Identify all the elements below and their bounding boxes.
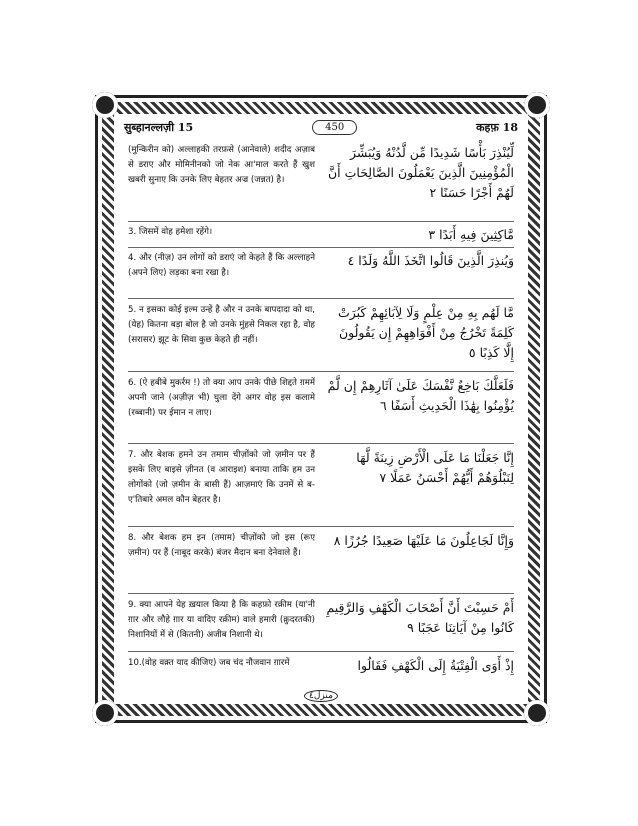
header-left: सुब्हानल्लज़ी 15	[124, 120, 194, 134]
verse-content	[128, 143, 514, 680]
verse-translation: 9. क्या आपने येह ख़याल किया है कि कहफ़ो रक़ीम (या'नी ग़ार और लौहे ग़ार या वादिए रक़ीम) वाले हमारी (क़ुदरतकी) निशानियों में से (कितनी) अजीब निशानी थे।	[128, 600, 315, 640]
divider	[128, 593, 514, 594]
verse-row	[128, 656, 514, 676]
divider	[128, 247, 514, 248]
verse-row	[128, 448, 514, 508]
verse-translation: (मुन्किरीन को) अल्लाहकी तरफ़से (आनेवाले) शदीद अज़ाब से डराए और मोमिनीनको जो नेक आ'माल करते हैं खुश खबरी सुनाए कि उनके लिए बेहतर अज्र (जन्नत) है।	[128, 145, 315, 185]
verse-translation: 3. जिसमें वोह हमेशा रहेंगे।	[128, 227, 213, 237]
verse-arabic: مَّاكِثِينَ فِيهِ أَبَدًا ٣	[428, 227, 514, 242]
page-number: 450	[312, 120, 357, 135]
corner-ornament-icon	[524, 92, 550, 118]
verse-arabic: لِّيُنْذِرَ بَأْسًا شَدِيدًا مِّن لَّدُنْهُ وَيُبَشِّرَ الْمُؤْمِنِينَ الَّذِينَ يَعْمَلُونَ الصَّالِحَاتِ أَنَّ لَهُمْ أَجْرًا حَسَنًا ٢	[328, 145, 514, 200]
divider	[128, 651, 514, 652]
manzil-marker: منزل٤	[304, 690, 338, 702]
corner-ornament-icon	[524, 700, 550, 726]
verse-arabic: فَلَعَلَّكَ بَاخِعٌ نَّفْسَكَ عَلَىٰ آثَارِهِمْ إِن لَّمْ يُؤْمِنُوا بِهَٰذَا الْحَدِيثِ أَسَفًا ٦	[327, 378, 514, 413]
verse-row	[128, 225, 514, 245]
verse-arabic: إِذْ أَوَى الْفِتْيَةُ إِلَى الْكَهْفِ فَقَالُوا	[357, 658, 514, 673]
divider	[128, 221, 514, 222]
divider	[128, 298, 514, 299]
page-header	[124, 116, 518, 138]
verse-translation: 6. (ऐ हबीबे मुकर्रम !) तो क्या आप उनके पीछे शिद्दते ग़ममें अपनी जाने (अज़ीज़ भी) घुला देंगे अगर वोह इस कलामे (रब्बानी) पर ईमान न लाए।	[128, 378, 315, 418]
verse-arabic: إِنَّا جَعَلْنَا مَا عَلَى الْأَرْضِ زِينَةً لَّهَا لِنَبْلُوَهُمْ أَيُّهُمْ أَحْسَنُ عَمَلًا ٧	[356, 450, 514, 485]
verse-arabic: أَمْ حَسِبْتَ أَنَّ أَصْحَابَ الْكَهْفِ وَالرَّقِيمِ كَانُوا مِنْ آيَاتِنَا عَجَبًا ٩	[326, 600, 514, 635]
verse-translation: 5. न इसका कोई इल्म उन्हें है और न उनके बापदादा को था, (येह) कितना बड़ा बोल है जो उनके मुंहसे निकल रहा है, वोह (सरासर) झूट के सिवा कुछ केहते ही नहीं।	[128, 305, 315, 345]
verse-row	[128, 143, 514, 203]
divider	[128, 526, 514, 527]
verse-arabic: وَيُنذِرَ الَّذِينَ قَالُوا اتَّخَذَ اللَّهُ وَلَدًا ٤	[347, 253, 514, 268]
verse-row	[128, 598, 514, 643]
verse-row	[128, 531, 514, 561]
page-footer	[98, 688, 544, 702]
header-right: कहफ़ 18	[476, 120, 518, 134]
page-frame	[95, 95, 547, 723]
corner-ornament-icon	[92, 92, 118, 118]
divider	[128, 443, 514, 444]
verse-translation: 8. और बेशक हम इन (तमाम) चीज़ोंको जो इस (रूए ज़मीन) पर हैं (नाबूद करके) बंजर मैदान बना देनेवाले हैं।	[128, 533, 315, 558]
verse-translation: 10.(वोह वक़्त याद कीजिए) जब चंद नौजवान ग़ारमें	[128, 658, 290, 668]
divider	[128, 371, 514, 372]
verse-row	[128, 303, 514, 363]
verse-translation: 7. और बेशक हमने उन तमाम चीज़ोंको जो ज़मीन पर हैं इसके लिए बाइसे ज़ीनत (व आराइश) बनाया ताकि हम उन लोगोंको (जो ज़मीन के बासी हैं) आज़माएं कि उनमें से ब-ए'तिबारे अमल कौन बेहतर है।	[128, 450, 315, 505]
verse-row	[128, 251, 514, 281]
corner-ornament-icon	[92, 700, 118, 726]
verse-arabic: وَإِنَّا لَجَاعِلُونَ مَا عَلَيْهَا صَعِيدًا جُرُزًا ٨	[333, 533, 514, 548]
verse-arabic: مَّا لَهُم بِهِ مِنْ عِلْمٍ وَلَا لِآبَائِهِمْ كَبُرَتْ كَلِمَةً تَخْرُجُ مِنْ أَفْوَاهِهِمْ إِن يَقُولُونَ إِلَّا كَذِبًا ٥	[337, 305, 514, 360]
verse-translation: 4. और (नीज़) उन लोगों को डराएं जो केहते हैं कि अल्लाहने (अपने लिए) लड़का बना रखा है।	[128, 253, 315, 278]
verse-row	[128, 376, 514, 421]
